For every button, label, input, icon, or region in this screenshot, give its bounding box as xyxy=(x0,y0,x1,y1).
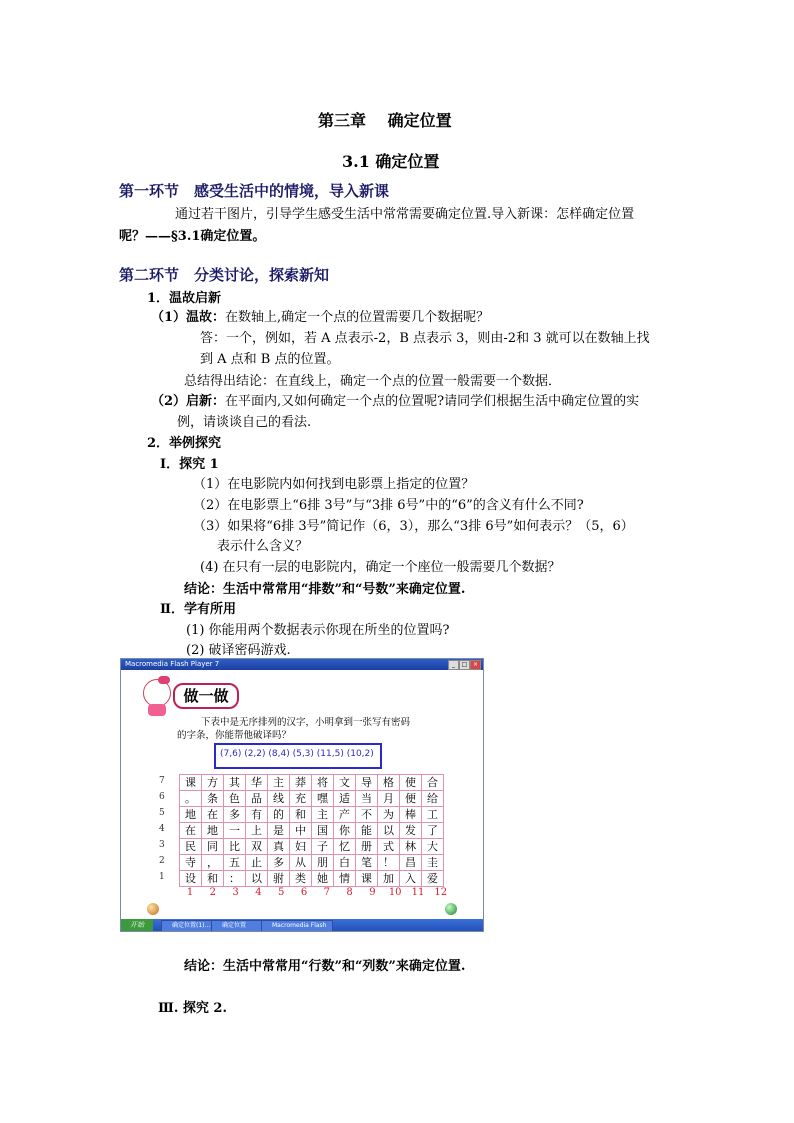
grid-cell: ！ xyxy=(378,855,400,871)
grid-cell: 式 xyxy=(378,839,400,855)
grid-cell: 国 xyxy=(312,823,334,839)
grid-cell: 充 xyxy=(290,791,312,807)
grid-cell: 中 xyxy=(290,823,312,839)
taskbar-item-doc2[interactable]: 确定位置 xyxy=(211,920,267,932)
grid-cell: 线 xyxy=(268,791,290,807)
part1-line2: 呢？——§3.1确定位置。 xyxy=(119,229,266,244)
grid-cell: 和 xyxy=(202,871,224,887)
grid-cell: 入 xyxy=(400,871,422,887)
row-number: 1 xyxy=(159,872,165,882)
grid-cell: 是 xyxy=(268,823,290,839)
section-title: 3.1 确定位置 xyxy=(342,152,440,171)
grid-cell: 的 xyxy=(268,807,290,823)
explore-1-title: Ⅰ．探究 1 xyxy=(160,457,219,472)
grid-cell: 地 xyxy=(202,823,224,839)
grid-cell: 止 xyxy=(246,855,268,871)
start-button[interactable]: 开始 xyxy=(121,919,153,931)
character-grid xyxy=(179,774,444,887)
grid-cell: 类 xyxy=(290,871,312,887)
taskbar-item-doc1[interactable]: 确定位置(1)... xyxy=(161,920,217,932)
grid-cell: 产 xyxy=(334,807,356,823)
grid-cell: 工 xyxy=(422,807,444,823)
grid-cell: 爱 xyxy=(422,871,444,887)
wengu-line xyxy=(151,306,489,325)
grid-row xyxy=(180,775,444,791)
flash-titlebar xyxy=(121,659,483,670)
grid-cell: 。 xyxy=(180,791,202,807)
code-box xyxy=(214,743,382,769)
summary-line: 总结得出结论：在直线上，确定一个点的位置一般需要一个数据． xyxy=(184,374,562,389)
row-number: 3 xyxy=(159,840,165,850)
grid-cell: 五 xyxy=(224,855,246,871)
grid-cell: 从 xyxy=(290,855,312,871)
grid-cell: 驸 xyxy=(268,871,290,887)
grid-cell: 加 xyxy=(378,871,400,887)
column-number: 8 xyxy=(346,887,353,898)
grid-cell: 当 xyxy=(356,791,378,807)
grid-cell: 忆 xyxy=(334,839,356,855)
grid-cell: ： xyxy=(224,871,246,887)
question-3b: 表示什么含义？ xyxy=(217,539,309,554)
grid-cell: 多 xyxy=(268,855,290,871)
grid-cell: 地 xyxy=(180,807,202,823)
close-icon[interactable]: × xyxy=(470,660,481,670)
grid-cell: 品 xyxy=(246,791,268,807)
row-number: 7 xyxy=(159,776,165,786)
taskbar xyxy=(121,919,483,931)
answer-line2: 到 A 点和 B 点的位置。 xyxy=(200,352,340,367)
grid-cell: 多 xyxy=(224,807,246,823)
grid-cell: 色 xyxy=(224,791,246,807)
flash-title: Macromedia Flash Player 7 xyxy=(125,660,220,668)
grid-cell: 在 xyxy=(180,823,202,839)
grid-cell: 真 xyxy=(268,839,290,855)
grid-cell: 比 xyxy=(224,839,246,855)
grid-cell: 册 xyxy=(356,839,378,855)
row-number: 5 xyxy=(159,808,165,818)
conclusion-1: 结论：生活中常常用“排数”和“号数”来确定位置. xyxy=(184,582,466,597)
part1-line1: 通过若干图片，引导学生感受生活中常常需要确定位置.导入新课：怎样确定位置 xyxy=(175,207,635,222)
grid-cell: 适 xyxy=(334,791,356,807)
grid-cell: 和 xyxy=(290,807,312,823)
grid-cell: 圭 xyxy=(422,855,444,871)
grid-cell: 发 xyxy=(400,823,422,839)
grid-cell: 不 xyxy=(356,807,378,823)
grid-cell: 上 xyxy=(246,823,268,839)
green-ball-icon[interactable] xyxy=(445,903,457,915)
grid-cell: 以 xyxy=(246,871,268,887)
grid-cell: 能 xyxy=(356,823,378,839)
practice-2: (2) 破译密码游戏. xyxy=(186,643,291,658)
grid-cell: 为 xyxy=(378,807,400,823)
row-number: 4 xyxy=(159,824,165,834)
column-number: 12 xyxy=(434,887,448,898)
question-2: （2）在电影票上“6排 3号”与“3排 6号”中的“6”的含义有什么不同? xyxy=(193,498,584,513)
column-number: 5 xyxy=(278,887,285,898)
grid-cell: 课 xyxy=(180,775,202,791)
grid-row xyxy=(180,855,444,871)
qixin-line xyxy=(151,390,639,409)
grid-cell: 方 xyxy=(202,775,224,791)
grid-cell: 大 xyxy=(422,839,444,855)
grid-cell: 寺 xyxy=(180,855,202,871)
column-number: 10 xyxy=(388,887,402,898)
column-number: 3 xyxy=(232,887,239,898)
taskbar-item-flash[interactable]: Macromedia Flash xyxy=(261,920,333,932)
grid-cell: 同 xyxy=(202,839,224,855)
grid-cell: 朋 xyxy=(312,855,334,871)
orange-ball-icon[interactable] xyxy=(147,903,159,915)
grid-cell: 给 xyxy=(422,791,444,807)
part2-heading: 第二环节 分类讨论，探索新知 xyxy=(119,266,330,284)
flash-player-window xyxy=(120,658,484,932)
grid-cell: 将 xyxy=(312,775,334,791)
qixin-line2: 例，请谈谈自己的看法. xyxy=(177,415,312,430)
practice-1: (1) 你能用两个数据表示你现在所坐的位置吗? xyxy=(186,623,450,638)
question-4: (4) 在只有一层的电影院内，确定一个座位一般需要几个数据？ xyxy=(200,560,561,575)
qixin-text: 在平面内,又如何确定一个点的位置呢?请同学们根据生活中确定位置的实 xyxy=(225,394,640,409)
grid-cell: 使 xyxy=(400,775,422,791)
grid-cell: 文 xyxy=(334,775,356,791)
grid-cell: 一 xyxy=(224,823,246,839)
grid-cell: 白 xyxy=(334,855,356,871)
grid-cell: ， xyxy=(202,855,224,871)
explore-2-title: Ⅲ. 探究 2. xyxy=(158,1001,227,1016)
grid-row xyxy=(180,807,444,823)
grid-cell: 民 xyxy=(180,839,202,855)
grid-cell: 双 xyxy=(246,839,268,855)
grid-cell: 情 xyxy=(334,871,356,887)
column-number: 9 xyxy=(369,887,376,898)
grid-cell: 嘿 xyxy=(312,791,334,807)
grid-cell: 条 xyxy=(202,791,224,807)
grid-cell: 她 xyxy=(312,871,334,887)
grid-cell: 主 xyxy=(268,775,290,791)
apply-title: Ⅱ．学有所用 xyxy=(160,602,236,617)
grid-cell: 笔 xyxy=(356,855,378,871)
column-number: 1 xyxy=(186,887,194,898)
subsection-2: 2．举例探究 xyxy=(147,436,222,451)
grid-cell: 莽 xyxy=(290,775,312,791)
grid-cell: 棒 xyxy=(400,807,422,823)
grid-cell: 便 xyxy=(400,791,422,807)
grid-cell: 其 xyxy=(224,775,246,791)
row-number: 2 xyxy=(159,856,165,866)
question-1: （1）在电影院内如何找到电影票上指定的位置？ xyxy=(193,477,475,492)
wengu-label: （1）温故： xyxy=(151,310,226,325)
grid-cell: 你 xyxy=(334,823,356,839)
grid-cell: 林 xyxy=(400,839,422,855)
grid-row xyxy=(180,839,444,855)
grid-row xyxy=(180,791,444,807)
question-3: （3）如果将“6排 3号”简记作（6，3），那么“3排 6号”如何表示？（5，6） xyxy=(193,519,634,534)
grid-cell: 在 xyxy=(202,807,224,823)
column-number: 6 xyxy=(300,887,308,898)
grid-cell: 月 xyxy=(378,791,400,807)
zuoyizuo-heading: 做一做 xyxy=(173,683,239,709)
part1-heading: 第一环节 感受生活中的情境，导入新课 xyxy=(119,182,390,200)
minimize-icon[interactable]: _ xyxy=(448,660,459,670)
grid-row xyxy=(180,871,444,887)
chapter-title: 第三章 确定位置 xyxy=(318,111,452,130)
grid-cell: 华 xyxy=(246,775,268,791)
grid-cell: 格 xyxy=(378,775,400,791)
grid-cell: 以 xyxy=(378,823,400,839)
column-number: 4 xyxy=(255,887,262,898)
maximize-icon[interactable]: □ xyxy=(459,660,470,670)
qixin-label: （2）启新： xyxy=(151,394,226,409)
grid-cell: 设 xyxy=(180,871,202,887)
hello-kitty-icon xyxy=(143,679,171,707)
answer-line1: 答：一个，例如，若 A 点表示-2，B 点表示 3，则由-2和 3 就可以在数轴上找 xyxy=(200,331,650,346)
grid-row xyxy=(180,823,444,839)
grid-cell: 妇 xyxy=(290,839,312,855)
grid-cell: 昌 xyxy=(400,855,422,871)
grid-cell: 主 xyxy=(312,807,334,823)
grid-cell: 课 xyxy=(356,871,378,887)
column-number: 7 xyxy=(323,887,330,898)
conclusion-2: 结论：生活中常常用“行数”和“列数”来确定位置. xyxy=(184,959,466,974)
flash-intro-2: 的字条，你能帮他破译吗？ xyxy=(177,730,292,741)
wengu-text: 在数轴上,确定一个点的位置需要几个数据呢？ xyxy=(225,310,490,325)
grid-cell: 了 xyxy=(422,823,444,839)
column-number: 11 xyxy=(411,887,425,898)
row-number: 6 xyxy=(159,792,165,802)
flash-intro-1: 下表中是无序排列的汉字，小明拿到一张写有密码 xyxy=(201,717,411,728)
grid-cell: 子 xyxy=(312,839,334,855)
grid-cell: 合 xyxy=(422,775,444,791)
grid-cell: 导 xyxy=(356,775,378,791)
column-number: 2 xyxy=(209,887,216,898)
grid-cell: 有 xyxy=(246,807,268,823)
code-text: (7,6) (2,2) (8,4) (5,3) (11,5) (10,2) xyxy=(220,749,374,759)
subsection-1: 1．温故启新 xyxy=(147,291,222,306)
